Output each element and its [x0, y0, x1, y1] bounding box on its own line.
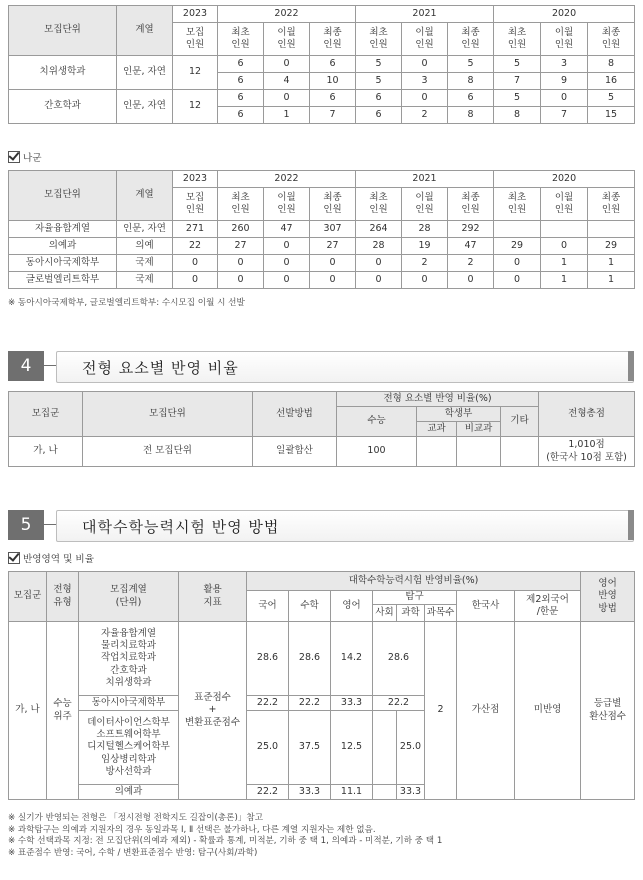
header-unit: 모집단위	[9, 171, 117, 221]
header-ratio: 전형 요소별 반영 비율(%)	[337, 392, 539, 407]
header-final: 최종 인원	[588, 23, 635, 56]
header-first: 최초 인원	[494, 188, 541, 221]
year-2022: 2022	[218, 6, 356, 23]
group-cell: 가, 나	[9, 437, 83, 467]
csat-cell: 100	[337, 437, 417, 467]
header-series: 계열	[117, 171, 173, 221]
header-ratio: 대학수학능력시험 반영비율(%)	[247, 572, 581, 591]
value-cell: 6	[218, 56, 264, 73]
value-cell: 0	[173, 255, 218, 272]
value-cell	[588, 221, 635, 238]
value-cell: 29	[588, 238, 635, 255]
header-first: 최초 인원	[356, 23, 402, 56]
header-subject: 교과	[417, 422, 457, 437]
footnotes	[8, 813, 442, 859]
value-cell: 0	[264, 238, 310, 255]
value-cell: 6	[218, 107, 264, 124]
header-lang2: 제2외국어 /한문	[515, 591, 581, 622]
korean-cell: 25.0	[247, 711, 289, 785]
sub5-text: 반영영역 및 비율	[23, 554, 94, 565]
ratio-table	[8, 391, 635, 467]
korean-cell: 22.2	[247, 785, 289, 800]
footnote: ※ 과학탐구는 의예과 지원자의 경우 동일과목 Ⅰ, Ⅱ 선택은 불가하나, 다른 계열 지원자는 제한 없음.	[8, 824, 376, 835]
value-cell: 6	[310, 56, 356, 73]
header-math: 수학	[289, 591, 331, 622]
value-cell: 0	[218, 272, 264, 289]
csat-table	[8, 571, 635, 800]
checkbox-icon	[8, 552, 20, 564]
value-cell: 22	[173, 238, 218, 255]
value-cell: 4	[264, 73, 310, 90]
header-history: 한국사	[457, 591, 515, 622]
value-cell: 260	[218, 221, 264, 238]
value-cell: 7	[310, 107, 356, 124]
value-cell: 27	[310, 238, 356, 255]
header-move: 이월 인원	[264, 23, 310, 56]
header-csat: 수능	[337, 407, 417, 437]
unit-cell: 전 모집단위	[83, 437, 253, 467]
header-unit: 모집단위	[83, 392, 253, 437]
value-cell: 1	[588, 272, 635, 289]
checkbox-icon	[8, 151, 20, 163]
value-cell: 15	[588, 107, 635, 124]
total-value: 1,010점	[568, 439, 605, 451]
section-number: 5	[8, 510, 44, 540]
value-cell: 0	[402, 56, 448, 73]
series-cell: 동아시아국제학부	[79, 696, 179, 711]
footnote: ※ 표준점수 반영: 국어, 수학 / 변환표준점수 반영: 탐구(사회/과학)	[8, 847, 258, 858]
value-cell: 6	[310, 90, 356, 107]
korean-cell: 22.2	[247, 696, 289, 711]
value-cell: 0	[541, 90, 588, 107]
value-cell: 47	[448, 238, 494, 255]
recruit-cell: 12	[173, 56, 218, 90]
value-cell: 5	[494, 56, 541, 73]
value-cell: 28	[402, 221, 448, 238]
unit-cell: 동아시아국제학부	[9, 255, 117, 272]
header-school: 학생부	[417, 407, 501, 422]
section-5-header	[8, 508, 634, 542]
unit-cell: 치위생학과	[9, 56, 117, 90]
social-cell	[373, 711, 397, 785]
section-number: 4	[8, 351, 44, 381]
total-cell	[539, 437, 635, 467]
value-cell: 7	[541, 107, 588, 124]
value-cell: 2	[402, 107, 448, 124]
series-cell: 인문, 자연	[117, 90, 173, 124]
value-cell: 2	[402, 255, 448, 272]
value-cell: 0	[494, 255, 541, 272]
english-cell: 12.5	[331, 711, 373, 785]
table-b-note: ※ 동아시아국제학부, 글로벌엘리트학부: 수시모집 이월 시 선발	[8, 298, 245, 308]
value-cell: 0	[356, 255, 402, 272]
header-first: 최초 인원	[494, 23, 541, 56]
sub5-label	[8, 551, 94, 565]
math-cell: 22.2	[289, 696, 331, 711]
value-cell: 10	[310, 73, 356, 90]
recruit-cell: 12	[173, 90, 218, 124]
value-cell: 8	[588, 56, 635, 73]
series-cell: 자율융합계열 물리치료학과 작업치료학과 간호학과 치위생학과	[79, 622, 179, 696]
value-cell: 5	[588, 90, 635, 107]
header-move: 이월 인원	[541, 23, 588, 56]
header-method: 선발방법	[253, 392, 337, 437]
eng-method-cell: 등급별 환산점수	[581, 622, 635, 800]
year-2023: 2023	[173, 171, 218, 188]
header-eng-method: 영어 반영 방법	[581, 572, 635, 622]
social-cell	[373, 785, 397, 800]
lang2-cell: 미반영	[515, 622, 581, 800]
value-cell: 2	[448, 255, 494, 272]
group-cell: 가, 나	[9, 622, 47, 800]
value-cell: 3	[541, 56, 588, 73]
value-cell: 292	[448, 221, 494, 238]
value-cell: 5	[448, 56, 494, 73]
value-cell: 1	[541, 255, 588, 272]
science-cell: 25.0	[397, 711, 425, 785]
value-cell: 0	[264, 56, 310, 73]
year-2023: 2023	[173, 6, 218, 23]
value-cell: 28	[356, 238, 402, 255]
year-2022: 2022	[218, 171, 356, 188]
value-cell: 7	[494, 73, 541, 90]
header-series: 계열	[117, 6, 173, 56]
inquiry-cell: 22.2	[373, 696, 425, 711]
value-cell: 6	[356, 107, 402, 124]
header-first: 최초 인원	[356, 188, 402, 221]
header-move: 이월 인원	[402, 188, 448, 221]
year-2021: 2021	[356, 171, 494, 188]
value-cell: 8	[494, 107, 541, 124]
value-cell: 0	[448, 272, 494, 289]
group-na-text: 나군	[23, 153, 42, 164]
value-cell: 0	[218, 255, 264, 272]
inquiry-cell: 28.6	[373, 622, 425, 696]
subject-cell	[417, 437, 457, 467]
value-cell: 6	[218, 73, 264, 90]
value-cell: 0	[356, 272, 402, 289]
unit-cell: 글로벌엘리트학부	[9, 272, 117, 289]
year-2020: 2020	[494, 6, 635, 23]
value-cell: 0	[494, 272, 541, 289]
value-cell: 0	[173, 272, 218, 289]
header-first: 최초 인원	[218, 23, 264, 56]
value-cell: 6	[448, 90, 494, 107]
value-cell: 271	[173, 221, 218, 238]
header-group: 모집군	[9, 392, 83, 437]
header-final: 최종 인원	[310, 188, 356, 221]
value-cell: 0	[402, 272, 448, 289]
value-cell: 6	[218, 90, 264, 107]
value-cell: 19	[402, 238, 448, 255]
value-cell: 6	[356, 90, 402, 107]
value-cell: 307	[310, 221, 356, 238]
value-cell: 9	[541, 73, 588, 90]
header-final: 최종 인원	[448, 188, 494, 221]
value-cell	[541, 221, 588, 238]
math-cell: 37.5	[289, 711, 331, 785]
english-cell: 14.2	[331, 622, 373, 696]
header-group: 모집군	[9, 572, 47, 622]
math-cell: 28.6	[289, 622, 331, 696]
header-index: 활용 지표	[179, 572, 247, 622]
series-cell: 의예과	[79, 785, 179, 800]
value-cell	[494, 221, 541, 238]
series-cell: 인문, 자연	[117, 56, 173, 90]
type-cell: 수능 위주	[47, 622, 79, 800]
korean-cell: 28.6	[247, 622, 289, 696]
header-total: 전형총점	[539, 392, 635, 437]
value-cell: 264	[356, 221, 402, 238]
group-na-label	[8, 150, 42, 164]
index-cell: 표준점수 + 변환표준점수	[179, 622, 247, 800]
footnote: ※ 실기가 반영되는 전형은 「정시전형 전학지도 길잡이(총론)」참고	[8, 813, 264, 823]
english-cell: 11.1	[331, 785, 373, 800]
value-cell: 1	[588, 255, 635, 272]
header-unit: 모집단위	[9, 6, 117, 56]
value-cell: 3	[402, 73, 448, 90]
value-cell: 0	[264, 272, 310, 289]
header-move: 이월 인원	[402, 23, 448, 56]
header-recruit: 모집 인원	[173, 188, 218, 221]
etc-cell	[501, 437, 539, 467]
header-korean: 국어	[247, 591, 289, 622]
series-cell: 인문, 자연	[117, 221, 173, 238]
year-2021: 2021	[356, 6, 494, 23]
header-inquiry: 탐구	[373, 591, 457, 605]
value-cell: 0	[541, 238, 588, 255]
math-cell: 33.3	[289, 785, 331, 800]
header-final: 최종 인원	[448, 23, 494, 56]
english-cell: 33.3	[331, 696, 373, 711]
value-cell: 0	[310, 255, 356, 272]
unit-cell: 간호학과	[9, 90, 117, 124]
value-cell: 8	[448, 107, 494, 124]
value-cell: 47	[264, 221, 310, 238]
header-english: 영어	[331, 591, 373, 622]
year-2020: 2020	[494, 171, 635, 188]
value-cell: 0	[310, 272, 356, 289]
unit-cell: 자율융합계열	[9, 221, 117, 238]
admission-table-b	[8, 170, 635, 289]
header-etc: 기타	[501, 407, 539, 437]
value-cell: 5	[356, 73, 402, 90]
science-cell: 33.3	[397, 785, 425, 800]
series-cell: 국제	[117, 272, 173, 289]
value-cell: 0	[264, 90, 310, 107]
header-recruit: 모집 인원	[173, 23, 218, 56]
series-cell: 국제	[117, 255, 173, 272]
series-cell: 데이터사이언스학부 소프트웨어학부 디지털헬스케어학부 임상병리학과 방사선학과	[79, 711, 179, 785]
value-cell: 5	[494, 90, 541, 107]
history-cell: 가산점	[457, 622, 515, 800]
header-science: 과학	[397, 605, 425, 622]
section-4-header	[8, 349, 634, 383]
admission-table-a	[8, 5, 635, 124]
series-cell: 의예	[117, 238, 173, 255]
footnote: ※ 수학 선택과목 지정: 전 모집단위(의예과 제외) - 확률과 통계, 미적분, 기하 중 택 1, 의예과 - 미적분, 기하 중 택 1	[8, 836, 443, 847]
header-move: 이월 인원	[264, 188, 310, 221]
header-subject-count: 과목수	[425, 605, 457, 622]
header-type: 전형 유형	[47, 572, 79, 622]
section-title: 전형 요소별 반영 비율	[82, 359, 239, 377]
header-final: 최종 인원	[310, 23, 356, 56]
header-first: 최초 인원	[218, 188, 264, 221]
value-cell: 1	[264, 107, 310, 124]
value-cell: 27	[218, 238, 264, 255]
value-cell: 5	[356, 56, 402, 73]
section-title: 대학수학능력시험 반영 방법	[82, 518, 280, 536]
unit-cell: 의예과	[9, 238, 117, 255]
value-cell: 1	[541, 272, 588, 289]
value-cell: 29	[494, 238, 541, 255]
value-cell: 0	[264, 255, 310, 272]
header-move: 이월 인원	[541, 188, 588, 221]
header-series: 모집계열 (단위)	[79, 572, 179, 622]
header-final: 최종 인원	[588, 188, 635, 221]
subject-count-cell: 2	[425, 622, 457, 800]
value-cell: 8	[448, 73, 494, 90]
value-cell: 0	[402, 90, 448, 107]
value-cell: 16	[588, 73, 635, 90]
total-note: (한국사 10점 포함)	[546, 451, 627, 463]
header-social: 사회	[373, 605, 397, 622]
nonsubject-cell	[457, 437, 501, 467]
method-cell: 일괄합산	[253, 437, 337, 467]
header-nonsubject: 비교과	[457, 422, 501, 437]
